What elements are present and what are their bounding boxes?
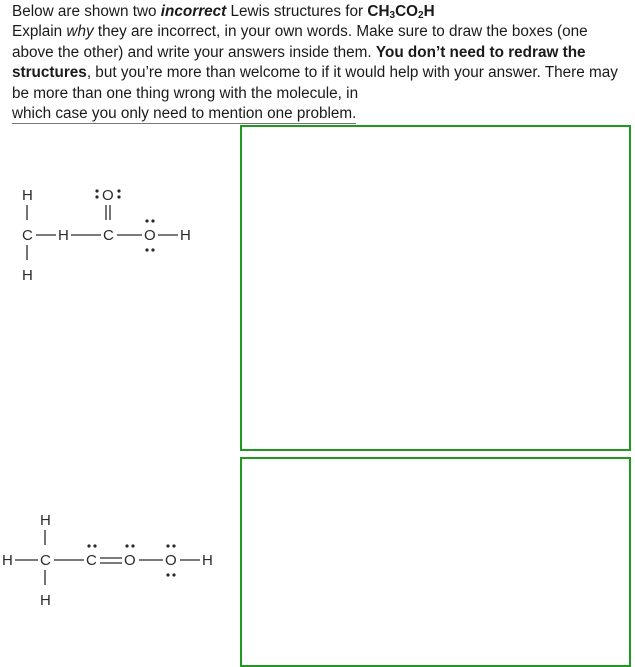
instructions — [12, 2, 632, 124]
atom-h-left: H — [2, 552, 13, 569]
answer-box-2[interactable] — [240, 457, 631, 667]
atom-o2: O — [165, 552, 177, 569]
lewis-structure-1 — [0, 180, 230, 290]
atom-o1: O — [124, 552, 136, 569]
atom-o2: O — [144, 227, 156, 244]
atom-o-top: O — [102, 187, 114, 204]
atom-c1: C — [40, 552, 51, 569]
atom-h-top: H — [40, 512, 51, 529]
emphasis-incorrect: incorrect — [160, 3, 227, 20]
atom-h-end: H — [202, 552, 213, 569]
instructions-paragraph — [12, 2, 632, 124]
lewis-structure-2 — [0, 505, 240, 615]
atom-c1: C — [22, 227, 33, 244]
atom-h-end: H — [180, 227, 191, 244]
atom-h-bot: H — [40, 592, 51, 609]
formula: $CH_3CO_2H$ — [367, 3, 435, 21]
text-segment: Lewis structures for — [226, 3, 368, 20]
text-segment: , but you’re more than welcome to if it would help with your answer. There may be more than one thing wrong with the molecule, in — [12, 64, 618, 102]
bold-note: You don’t need to redraw the structures — [12, 43, 586, 82]
text-segment: Below are shown two — [12, 3, 161, 20]
answer-box-1[interactable] — [240, 125, 631, 451]
atom-h-mid: H — [58, 227, 69, 244]
atom-c2: C — [103, 227, 114, 244]
text-segment: Explain — [12, 23, 67, 41]
atom-h-top: H — [22, 187, 33, 204]
atom-h-bot: H — [22, 267, 33, 284]
text-segment: they are incorrect, in your own words. Make sure to draw the boxes (one above the other) and write your answers inside them. — [12, 23, 588, 61]
lewis-structure-2-svg — [0, 505, 240, 615]
lewis-structure-1-svg — [0, 180, 230, 290]
text-segment-last-line: which case you only need to mention one problem. — [12, 105, 357, 123]
emphasis-why: why — [66, 23, 94, 41]
atom-c2: C — [86, 552, 97, 569]
